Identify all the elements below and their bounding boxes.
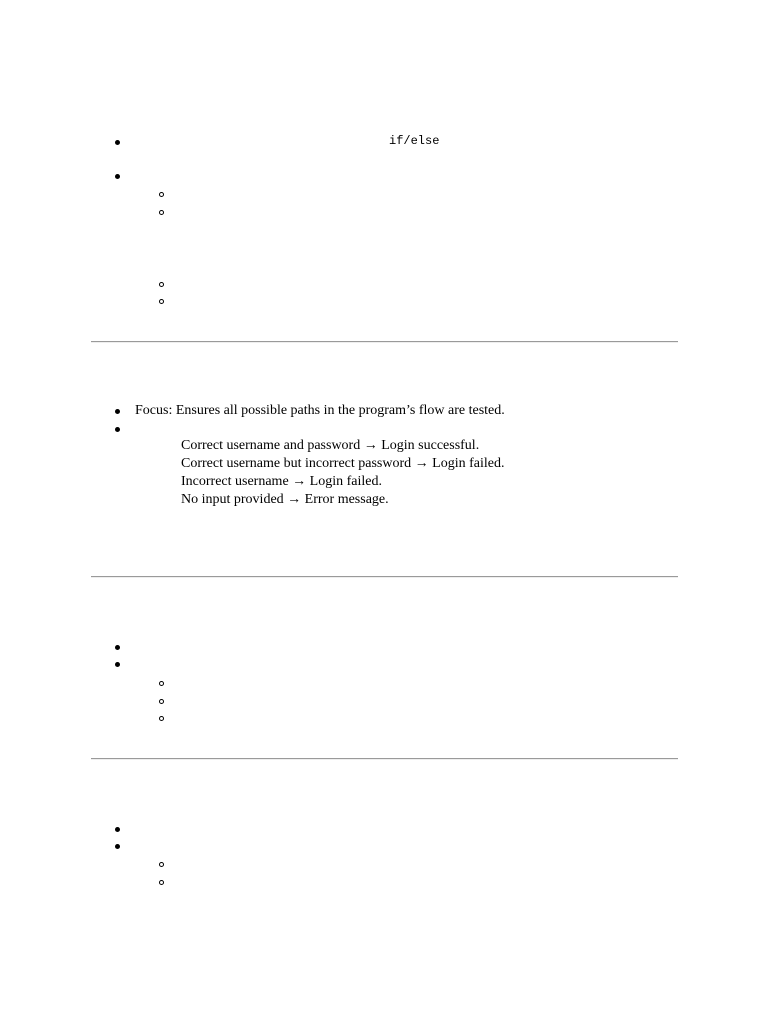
sub-bullet bbox=[159, 282, 164, 287]
sub-bullet bbox=[159, 716, 164, 721]
sub-bullet bbox=[159, 681, 164, 686]
horizontal-rule bbox=[91, 576, 678, 578]
path-item: Incorrect username → Login failed. bbox=[181, 474, 382, 489]
bullet bbox=[115, 174, 120, 179]
sub-bullet bbox=[159, 862, 164, 867]
bullet bbox=[115, 409, 120, 414]
path-item: Correct username but incorrect password → Login failed. bbox=[181, 456, 505, 471]
sub-bullet bbox=[159, 210, 164, 215]
path-item: No input provided → Error message. bbox=[181, 492, 389, 507]
sub-bullet bbox=[159, 192, 164, 197]
focus-text: Focus: Ensures all possible paths in the program’s flow are tested. bbox=[135, 403, 505, 418]
sub-bullet bbox=[159, 880, 164, 885]
sub-bullet bbox=[159, 699, 164, 704]
bullet bbox=[115, 645, 120, 650]
bullet bbox=[115, 844, 120, 849]
sub-bullet bbox=[159, 299, 164, 304]
bullet bbox=[115, 427, 120, 432]
code-snippet: if/else bbox=[389, 134, 440, 148]
bullet bbox=[115, 662, 120, 667]
horizontal-rule bbox=[91, 341, 678, 343]
path-item: Correct username and password → Login successful. bbox=[181, 438, 480, 453]
horizontal-rule bbox=[91, 758, 678, 760]
bullet bbox=[115, 827, 120, 832]
bullet bbox=[115, 140, 120, 145]
